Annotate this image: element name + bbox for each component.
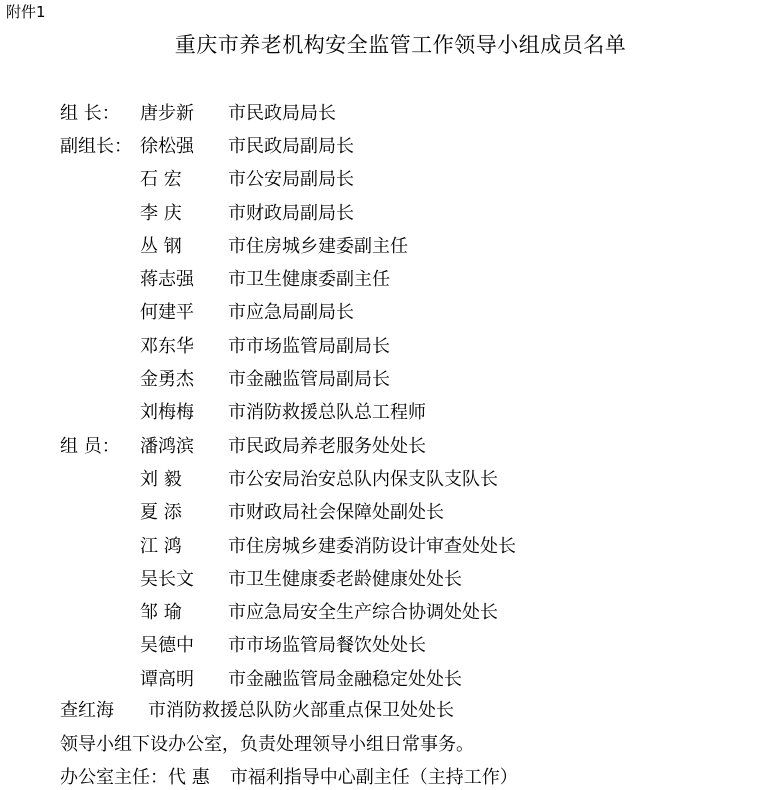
member-name: 吴德中 bbox=[140, 635, 194, 657]
member-role: 副组长： bbox=[60, 135, 132, 157]
member-position: 市民政局局长 bbox=[228, 102, 336, 124]
office-director-line bbox=[60, 766, 518, 790]
office-note: 领导小组下设办公室，负责处理领导小组日常事务。 bbox=[60, 734, 474, 755]
member-row bbox=[60, 395, 750, 428]
attachment-label: 附件1 bbox=[6, 3, 46, 21]
extra-member-line bbox=[60, 699, 454, 723]
member-position: 市应急局副局长 bbox=[228, 302, 354, 324]
member-name: 刘梅梅 bbox=[140, 402, 194, 424]
member-name: 丛 钢 bbox=[140, 235, 182, 257]
member-name: 江 鸿 bbox=[140, 535, 182, 557]
member-position: 市财政局社会保障处副处长 bbox=[228, 502, 444, 524]
member-name: 邹 瑜 bbox=[140, 602, 182, 624]
member-position: 市消防救援总队总工程师 bbox=[228, 402, 426, 424]
member-row bbox=[60, 361, 750, 394]
member-name: 刘 毅 bbox=[140, 468, 182, 490]
member-position: 市公安局副局长 bbox=[228, 169, 354, 191]
member-role: 组 长： bbox=[60, 102, 120, 124]
member-row bbox=[60, 661, 750, 694]
office-director-label: 办公室主任： bbox=[60, 767, 168, 788]
member-row bbox=[60, 128, 750, 161]
office-director-position: 市福利指导中心副主任（主持工作） bbox=[229, 767, 518, 788]
member-position: 市市场监管局副局长 bbox=[228, 335, 390, 357]
member-row bbox=[60, 328, 750, 361]
member-position: 市市场监管局餐饮处处长 bbox=[228, 635, 426, 657]
extra-member-position: 市消防救援总队防火部重点保卫处处长 bbox=[148, 700, 454, 721]
member-name: 何建平 bbox=[140, 302, 194, 324]
office-director-name: 代 惠 bbox=[168, 767, 210, 788]
member-position: 市金融监管局金融稳定处处长 bbox=[228, 668, 462, 690]
member-name: 唐步新 bbox=[140, 102, 194, 124]
member-position: 市卫生健康委老龄健康处处长 bbox=[228, 568, 462, 590]
member-position: 市应急局安全生产综合协调处处长 bbox=[228, 602, 498, 624]
member-position: 市住房城乡建委消防设计审查处处长 bbox=[228, 535, 516, 557]
member-row bbox=[60, 195, 750, 228]
member-name: 潘鸿滨 bbox=[140, 435, 194, 457]
member-name: 李 庆 bbox=[140, 202, 182, 224]
member-position: 市民政局养老服务处处长 bbox=[228, 435, 426, 457]
member-row bbox=[60, 628, 750, 661]
member-position: 市民政局副局长 bbox=[228, 135, 354, 157]
member-row bbox=[60, 461, 750, 494]
extra-member-name: 查红海 bbox=[60, 700, 114, 721]
member-role: 组 员： bbox=[60, 435, 120, 457]
member-name: 蒋志强 bbox=[140, 269, 194, 291]
member-row bbox=[60, 561, 750, 594]
member-position: 市公安局治安总队内保支队支队长 bbox=[228, 468, 498, 490]
member-row bbox=[60, 95, 750, 128]
member-row bbox=[60, 228, 750, 261]
member-row bbox=[60, 528, 750, 561]
member-name: 夏 添 bbox=[140, 502, 182, 524]
member-position: 市住房城乡建委副主任 bbox=[228, 235, 408, 257]
member-row bbox=[60, 594, 750, 627]
member-row bbox=[60, 162, 750, 195]
document-title: 重庆市养老机构安全监管工作领导小组成员名单 bbox=[174, 33, 627, 57]
member-name: 邓东华 bbox=[140, 335, 194, 357]
member-name: 吴长文 bbox=[140, 568, 194, 590]
member-position: 市财政局副局长 bbox=[228, 202, 354, 224]
member-name: 徐松强 bbox=[140, 135, 194, 157]
member-roster bbox=[60, 95, 750, 694]
member-name: 金勇杰 bbox=[140, 369, 194, 391]
member-row bbox=[60, 428, 750, 461]
member-position: 市金融监管局副局长 bbox=[228, 369, 390, 391]
member-position: 市卫生健康委副主任 bbox=[228, 269, 390, 291]
member-row bbox=[60, 261, 750, 294]
member-row bbox=[60, 295, 750, 328]
member-name: 石 宏 bbox=[140, 169, 182, 191]
member-row bbox=[60, 495, 750, 528]
member-name: 谭高明 bbox=[140, 668, 194, 690]
